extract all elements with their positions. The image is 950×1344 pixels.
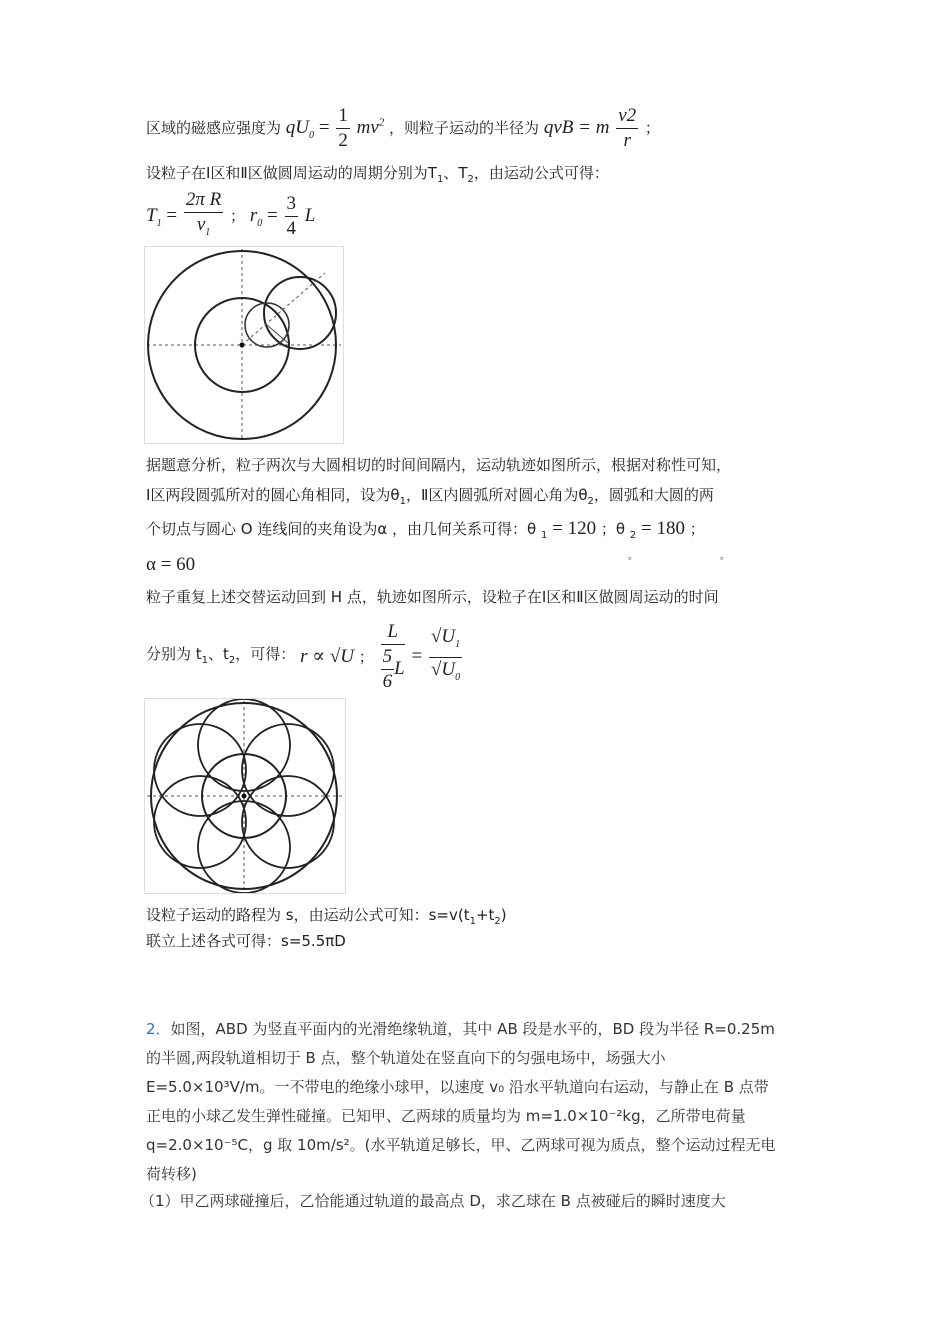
text-segment: 、T — [443, 164, 468, 182]
text-segment: Ⅰ区两段圆弧所对的圆心角相同，设为θ — [146, 486, 400, 504]
text-segment: ；θ — [600, 520, 626, 538]
subscript: 2 — [629, 530, 637, 541]
fraction-v2-r: $\frac{v2}{r}$ — [618, 105, 637, 151]
text-segment: ，圆弧和大圆的两 — [593, 486, 714, 504]
fraction-three-quarter: $\frac{3}{4}$ — [286, 192, 296, 239]
text-segment: ，可得： — [235, 644, 296, 663]
math-l: L — [304, 204, 316, 226]
math-eq: = — [318, 117, 330, 138]
text-segment: q=2.0×10⁻⁵C，g 取 10m/s²。(水平轨道足够长，甲、乙两球可视为质点，整个运动过程无电 — [146, 1136, 776, 1154]
degree-mark: 。 — [720, 551, 730, 562]
question-2-line-5 — [146, 1134, 776, 1156]
question-2-line-7 — [140, 1190, 726, 1212]
math-mv2: $mv^2$ — [356, 116, 385, 138]
text-segment: （1）甲乙两球碰撞后，乙恰能通过轨道的最高点 D，求乙球在 B 点被碰后的瞬时速度大 — [140, 1192, 726, 1210]
text-segment: ； — [644, 119, 660, 137]
degree-marks — [628, 546, 638, 568]
math-qu0: $qU_0$ — [285, 117, 315, 141]
question-2-line-3 — [146, 1076, 769, 1098]
math-r0: $r_0$ — [249, 204, 263, 229]
text-line-4 — [146, 454, 731, 476]
fraction-sqrt: $\frac{√U_1}{√U_0}$ — [430, 625, 461, 683]
math-t1: $T_1$ — [146, 204, 162, 229]
circles-diagram — [145, 247, 343, 443]
trajectory-figure-2 — [144, 698, 346, 894]
fraction-ratio: L $\frac{5}{6}$ L — [382, 621, 405, 692]
rosette-diagram — [145, 699, 345, 893]
question-2-line-1 — [146, 1018, 775, 1040]
subscript: 1 — [436, 174, 444, 185]
text-segment: 荷转移) — [146, 1165, 197, 1183]
math-qvb: qvB = m — [543, 117, 610, 138]
text-segment: ，则粒子运动的半径为 — [389, 119, 540, 137]
subscript: 1 — [399, 496, 406, 507]
math-eq: = — [166, 204, 178, 226]
text-segment: ) — [500, 906, 507, 924]
text-segment: 正电的小球乙发生弹性碰撞。已知甲、乙两球的质量均为 m=1.0×10⁻²kg，乙所带电荷量 — [146, 1107, 746, 1125]
subscript: 1 — [201, 654, 209, 666]
text-segment: 的半圆,两段轨道相切于 B 点，整个轨道处在竖直向下的匀强电场中，场强大小 — [146, 1049, 666, 1067]
math-eq: = — [267, 204, 278, 226]
text-segment: 设粒子运动的路程为 s，由运动公式可知：s=v(t — [146, 906, 470, 924]
text-segment: ； — [358, 648, 374, 666]
degree-marks-2 — [720, 546, 730, 568]
text-segment: ； — [689, 520, 705, 538]
math-theta1-value: = 120 — [552, 518, 597, 539]
text-line-11 — [146, 930, 346, 952]
text-segment: 分别为 t — [146, 644, 202, 663]
text-segment: 个切点与圆心 O 连线间的夹角设为α ，由几何关系可得：θ — [146, 520, 537, 538]
formula-line-3 — [146, 188, 315, 245]
trajectory-figure-1 — [144, 246, 344, 444]
text-segment: 粒子重复上述交替运动回到 H 点，轨迹如图所示，设粒子在Ⅰ区和Ⅱ区做圆周运动的时间 — [146, 588, 719, 606]
subscript: 2 — [587, 496, 594, 507]
subscript: 2 — [228, 654, 236, 666]
text-line-8 — [146, 586, 719, 608]
fraction-half: $\frac{1}{2}$ — [338, 105, 348, 151]
text-segment: 如图，ABD 为竖直平面内的光滑绝缘轨道，其中 AB 段是水平的，BD 段为半径 R=0.25m — [170, 1020, 775, 1038]
subscript: 1 — [540, 530, 548, 541]
subscript: 1 — [469, 916, 476, 927]
text-segment: +t — [475, 906, 495, 924]
text-segment: 设粒子在Ⅰ区和Ⅱ区做圆周运动的周期分别为T — [146, 164, 437, 182]
question-2-line-4 — [146, 1105, 746, 1127]
text-line-5 — [146, 484, 714, 513]
text-line-6 — [146, 518, 705, 547]
formula-alpha — [146, 554, 195, 576]
text-line-2 — [146, 162, 609, 191]
degree-mark: 。 — [628, 551, 638, 562]
subscript: 2 — [494, 916, 501, 927]
text-segment: 联立上述各式可得：s=5.5πD — [146, 932, 346, 950]
math-alpha: α = 60 — [146, 554, 196, 575]
text-segment: ； — [230, 206, 246, 225]
text-segment: 据题意分析，粒子两次与大圆相切的时间间隔内，运动轨迹如图所示，根据对称性可知， — [146, 456, 732, 474]
math-proportional: r ∝ √U — [300, 646, 354, 667]
question-2-line-6 — [146, 1163, 197, 1185]
formula-line-9 — [146, 620, 464, 694]
text-segment: 、t — [208, 644, 229, 663]
fraction-period: $\frac{\text{2π R}}{v_1}$ — [185, 189, 222, 238]
text-segment: ，Ⅱ区内圆弧所对圆心角为θ — [405, 486, 588, 504]
text-segment: 区域的磁感应强度为 — [146, 119, 282, 137]
text-segment: ，由运动公式可得： — [473, 164, 609, 182]
math-eq: = — [411, 645, 423, 667]
question-2-line-2 — [146, 1047, 666, 1069]
text-segment: E=5.0×10³V/m。一不带电的绝缘小球甲，以速度 v₀ 沿水平轨道向右运动，与静止在 B 点带 — [146, 1078, 769, 1096]
math-theta2-value: = 180 — [641, 518, 685, 539]
formula-line-1 — [146, 104, 660, 153]
question-number: 2． — [146, 1020, 171, 1038]
subscript: 2 — [467, 174, 474, 185]
text-line-10 — [146, 904, 507, 933]
